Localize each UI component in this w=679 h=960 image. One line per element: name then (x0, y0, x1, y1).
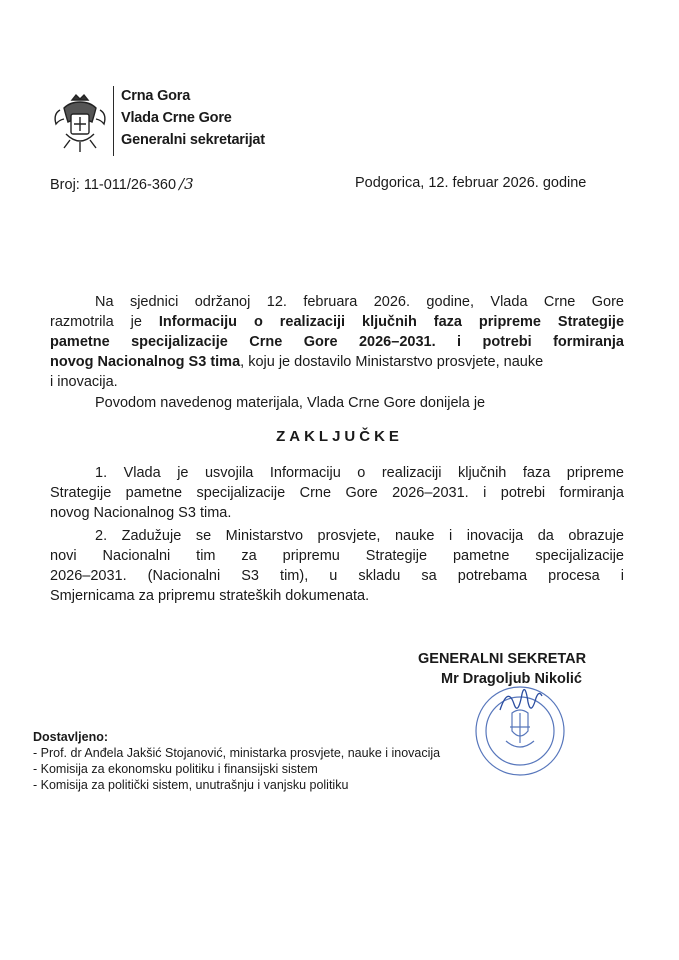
header-office: Generalni sekretarijat (121, 132, 265, 148)
reference-number: Broj: 11-011/26-360 /3 (50, 175, 194, 193)
header-government: Vlada Crne Gore (121, 110, 232, 126)
conclusion-2-line-1: 2. Zadužuje se Ministarstvo prosvjete, nauke i inovacija da obrazuje (95, 528, 624, 544)
distribution-item: - Komisija za ekonomsku politiku i finansijski sistem (33, 762, 318, 776)
conclusion-2-line-2: novi Nacionalni tim za pripremu Strategije pametne specijalizacije (50, 548, 624, 564)
conclusions-heading: ZAKLJUČKE (276, 428, 403, 445)
handwritten-signature-icon (495, 680, 545, 724)
intro-line-4: novog Nacionalnog S3 tima, koju je dostavilo Ministarstvo prosvjete, nauke (50, 354, 544, 370)
conclusion-2-line-3: 2026–2031. (Nacionalni S3 tim), u skladu sa potrebama procesa i (50, 568, 624, 584)
conclusion-1-line-3: novog Nacionalnog S3 tima. (50, 505, 232, 521)
intro-line-3: pametne specijalizacije Crne Gore 2026–2031. i potrebi formiranja (50, 334, 624, 350)
distribution-heading: Dostavljeno: (33, 730, 109, 744)
header-divider (113, 86, 114, 156)
conclusion-1-line-1: 1. Vlada je usvojila Informaciju o realizaciji ključnih faza pripreme (95, 465, 624, 481)
coat-of-arms-icon (50, 90, 110, 156)
occasion-text: Povodom navedenog materijala, Vlada Crne Gore donijela je (95, 395, 486, 411)
distribution-item: - Komisija za politički sistem, unutrašnju i vanjsku politiku (33, 778, 349, 792)
intro-line-1: Na sjednici održanoj 12. februara 2026. godine, Vlada Crne Gore (95, 294, 624, 310)
signature-name: Mr Dragoljub Nikolić (441, 671, 582, 687)
handwritten-suffix: /3 (179, 175, 194, 193)
signature-title: GENERALNI SEKRETAR (418, 651, 587, 667)
intro-line-5: i inovacija. (50, 374, 118, 390)
distribution-item: - Prof. dr Anđela Jakšić Stojanović, ministarka prosvjete, nauke i inovacija (33, 746, 441, 760)
conclusion-1-line-2: Strategije pametne specijalizacije Crne Gore 2026–2031. i potrebi formiranja (50, 485, 624, 501)
place-date: Podgorica, 12. februar 2026. godine (355, 175, 587, 191)
conclusion-2-line-4: Smjernicama za pripremu strateških dokumenata. (50, 588, 370, 604)
intro-line-2: razmotrila je Informaciju o realizaciji ključnih faza pripreme Strategije (50, 314, 625, 330)
header-country: Crna Gora (121, 88, 191, 104)
